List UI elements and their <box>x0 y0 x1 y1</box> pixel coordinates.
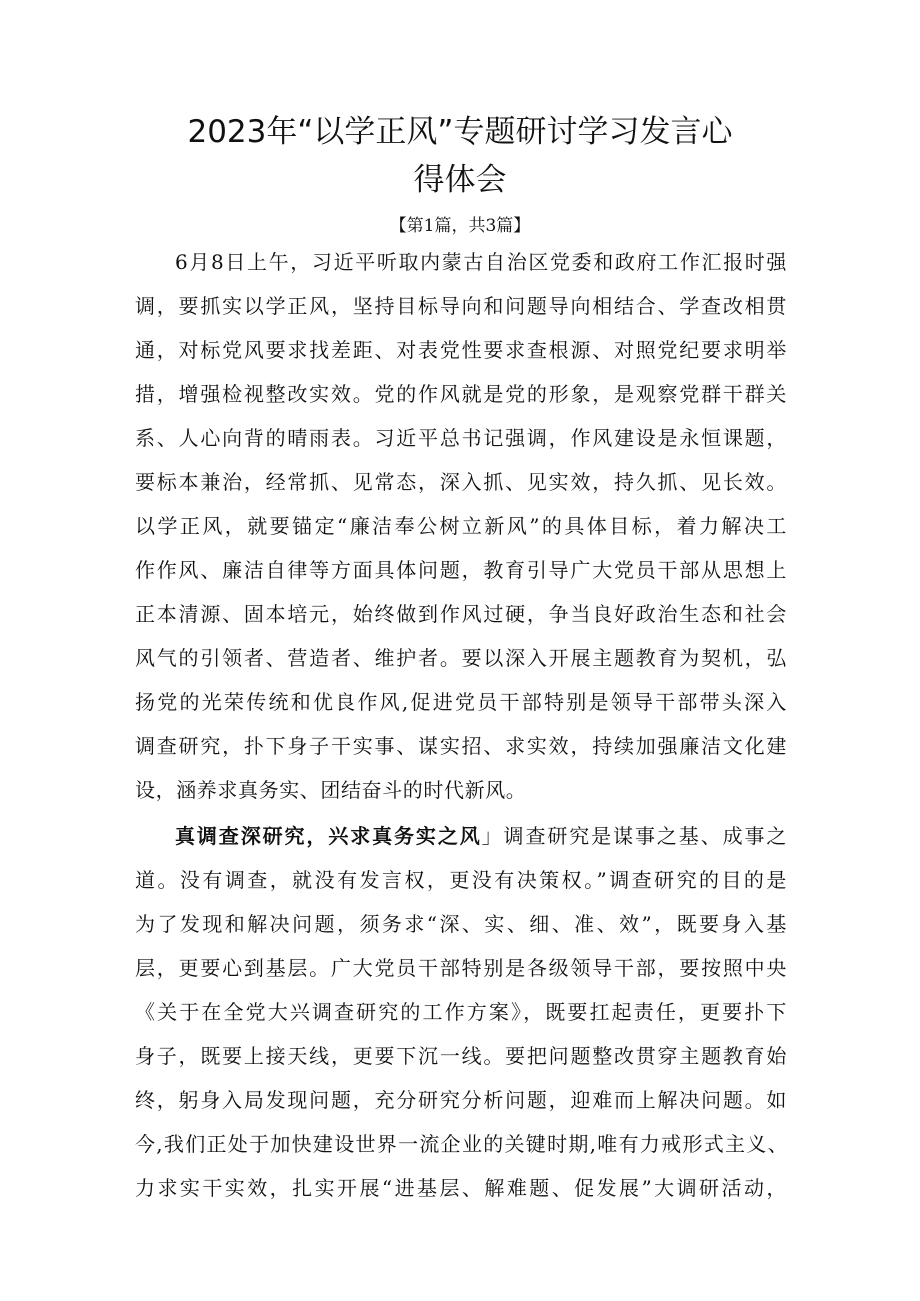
paragraph-line: 作作风、廉洁自律等方面具体问题，教育引导广大党员干部从思想上 <box>135 558 787 582</box>
paragraph-line: 身子，既要上接天线，更要下沉一线。要把问题整改贯穿主题教育始 <box>135 1044 787 1068</box>
section-heading: 真调查深研究，兴求真务实之风 <box>175 824 482 848</box>
paragraph-line: 为了发现和解决问题，须务求“深、实、细、准、效”，既要身入基 <box>135 912 787 936</box>
document-part-indicator: 【第1篇，共3篇】 <box>389 216 531 236</box>
paragraph-line: 措，增强检视整改实效。党的作风就是党的形象，是观察党群干群关 <box>135 382 787 406</box>
paragraph-line: 通，对标党风要求找差距、对表党性要求查根源、对照党纪要求明举 <box>135 338 787 362</box>
document-title-line-1: 2023年“以学正风”专题研讨学习发言心 <box>187 114 733 150</box>
paragraph-line: 今,我们正处于加快建设世界一流企业的关键时期,唯有力戒形式主义、 <box>135 1132 787 1156</box>
paragraph-line: 《关于在全党大兴调查研究的工作方案》，既要扛起责任，更要扑下 <box>135 1000 787 1024</box>
paragraph-line: 扬党的光荣传统和优良作风,促进党员干部特别是领导干部带头深入 <box>135 690 787 714</box>
paragraph-line-rest: 」调查研究是谋事之基、成事之 <box>481 824 787 848</box>
paragraph-line: 道。没有调查，就没有发言权，更没有决策权。”调查研究的目的是 <box>135 868 787 892</box>
paragraph-line: 系、人心向背的晴雨表。习近平总书记强调，作风建设是永恒课题， <box>135 426 787 450</box>
paragraph-line: 设，涵养求真务实、团结奋斗的时代新风。 <box>135 778 527 802</box>
paragraph-line: 调，要抓实以学正风，坚持目标导向和问题导向相结合、学查改相贯 <box>135 294 787 318</box>
paragraph-line: 层，更要心到基层。广大党员干部特别是各级领导干部，要按照中央 <box>135 956 787 980</box>
paragraph-line: 调查研究，扑下身子干实事、谋实招、求实效，持续加强廉洁文化建 <box>135 734 787 758</box>
paragraph-line: 力求实干实效，扎实开展“进基层、解难题、促发展”大调研活动， <box>135 1176 787 1200</box>
paragraph-line: 以学正风，就要锚定“廉洁奉公树立新风”的具体目标，着力解决工 <box>135 514 787 538</box>
paragraph-first-line <box>175 816 787 856</box>
paragraph-line: 6月8日上午，习近平听取内蒙古自治区党委和政府工作汇报时强 <box>175 250 787 274</box>
paragraph-line: 风气的引领者、营造者、维护者。要以深入开展主题教育为契机，弘 <box>135 646 787 670</box>
document-title-line-2: 得体会 <box>413 162 507 198</box>
paragraph-line: 要标本兼治，经常抓、见常态，深入抓、见实效，持久抓、见长效。 <box>135 470 787 494</box>
paragraph-line: 正本清源、固本培元，始终做到作风过硬，争当良好政治生态和社会 <box>135 602 787 626</box>
paragraph-line: 终，躬身入局发现问题，充分研究分析问题，迎难而上解决问题。如 <box>135 1088 787 1112</box>
